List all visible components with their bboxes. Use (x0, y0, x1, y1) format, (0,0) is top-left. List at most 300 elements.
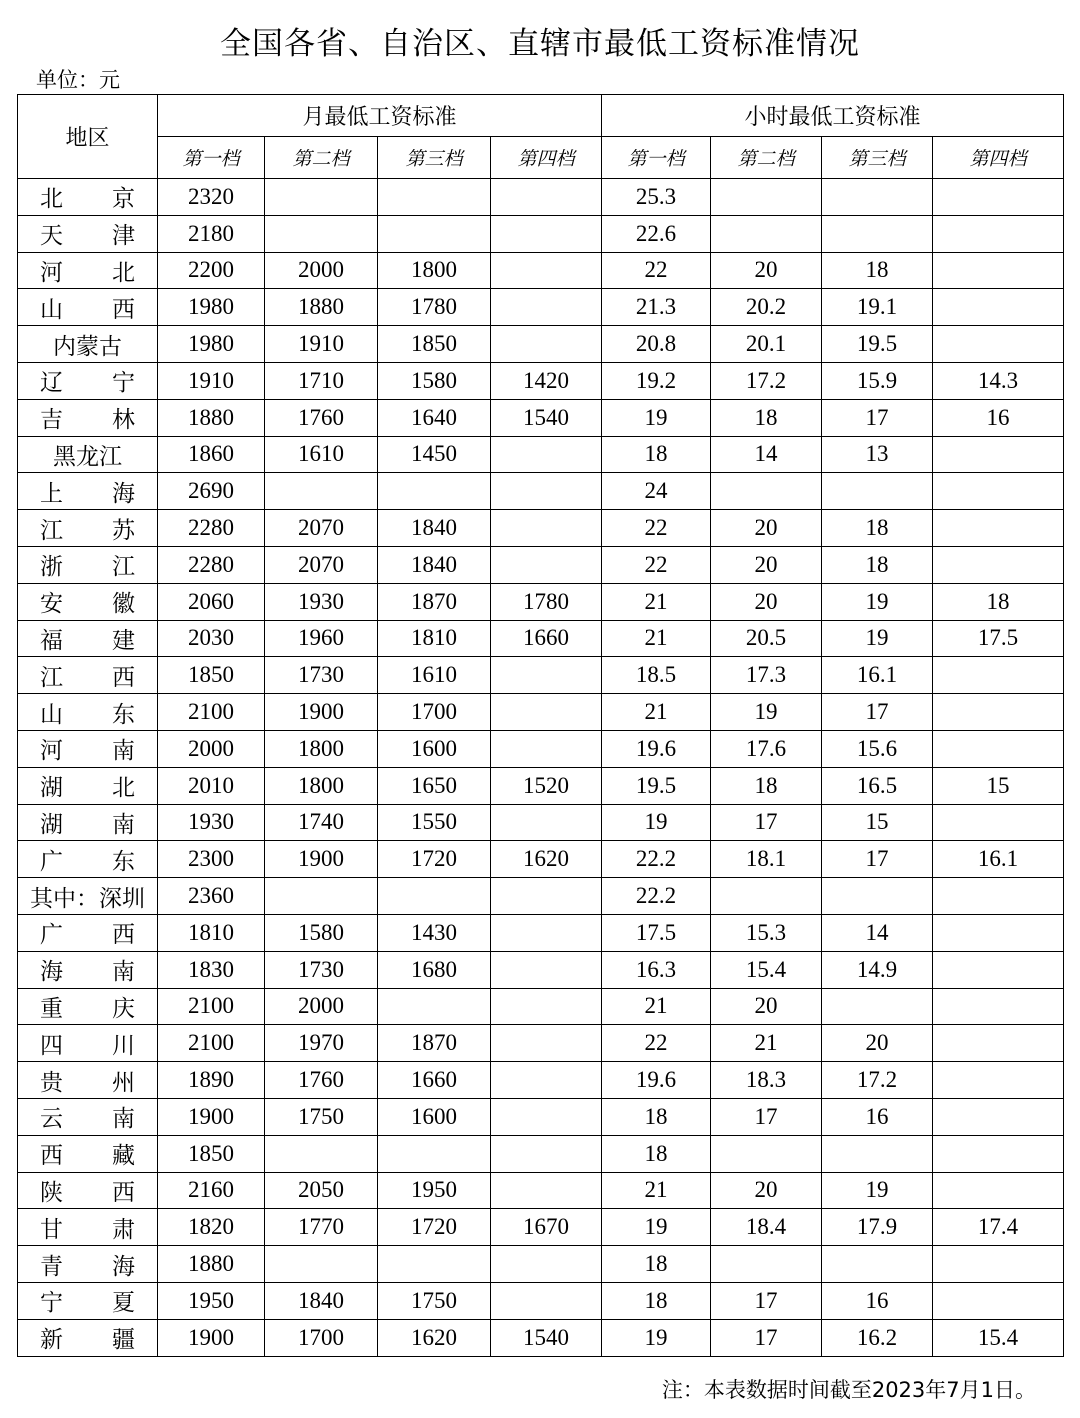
hourly-tier-4-cell (933, 1246, 1064, 1283)
table-row (18, 1135, 1064, 1172)
hourly-tier-1-cell: 22.6 (602, 215, 711, 252)
monthly-tier-4-cell (491, 510, 602, 547)
monthly-tier-1-cell: 1880 (158, 399, 265, 436)
hourly-tier-1-cell: 18 (602, 1246, 711, 1283)
table-row (18, 730, 1064, 767)
monthly-tier-1-cell: 2360 (158, 878, 265, 915)
region-cell (18, 767, 158, 804)
table-row (18, 878, 1064, 915)
monthly-tier-4-cell: 1520 (491, 767, 602, 804)
monthly-tier-1-cell: 1830 (158, 951, 265, 988)
region-char: 北 (112, 259, 135, 286)
monthly-tier-3-cell: 1870 (378, 583, 491, 620)
region-char: 广 (40, 922, 63, 949)
hourly-tier-2-cell (711, 215, 822, 252)
hourly-tier-2-cell: 19 (711, 694, 822, 731)
region-char: 安 (40, 591, 63, 618)
monthly-tier-1-cell: 2160 (158, 1172, 265, 1209)
monthly-tier-3-cell: 1780 (378, 289, 491, 326)
region-name (18, 769, 157, 802)
monthly-tier-2-cell: 2070 (265, 546, 378, 583)
monthly-tier-3-cell: 1700 (378, 694, 491, 731)
region-cell (18, 215, 158, 252)
region-name (18, 659, 157, 692)
region-name (18, 475, 157, 508)
region-cell (18, 1025, 158, 1062)
region-char: 川 (112, 1032, 135, 1059)
region-cell (18, 951, 158, 988)
monthly-header: 月最低工资标准 (158, 95, 602, 137)
monthly-tier-1-cell: 1930 (158, 804, 265, 841)
table-row (18, 252, 1064, 289)
monthly-tier-3-cell: 1660 (378, 1062, 491, 1099)
hourly-tier-3-cell: 19.5 (822, 326, 933, 363)
hourly-tier-4-cell (933, 1025, 1064, 1062)
monthly-tier-3-cell: 1640 (378, 399, 491, 436)
monthly-tier-3-cell: 1580 (378, 362, 491, 399)
hourly-tier-4-cell: 15.4 (933, 1319, 1064, 1356)
monthly-tier-3-cell (378, 1246, 491, 1283)
hourly-tier-4-cell: 14.3 (933, 362, 1064, 399)
table-row (18, 179, 1064, 216)
region-char: 南 (112, 811, 135, 838)
monthly-tier-3-cell (378, 988, 491, 1025)
region-char: 海 (112, 480, 135, 507)
hourly-tier-2-cell: 20 (711, 988, 822, 1025)
monthly-tier-4-cell: 1780 (491, 583, 602, 620)
monthly-tier-2-cell (265, 1135, 378, 1172)
region-cell (18, 1282, 158, 1319)
region-char: 林 (112, 407, 135, 434)
region-name (18, 806, 157, 839)
region-char: 夏 (112, 1290, 135, 1317)
hourly-tier-2-cell: 20 (711, 546, 822, 583)
monthly-tier-2-cell (265, 878, 378, 915)
hourly-tier-4-cell (933, 1098, 1064, 1135)
hourly-tier-4-cell (933, 914, 1064, 951)
hourly-tier-3-cell: 15.9 (822, 362, 933, 399)
region-name (18, 1100, 157, 1133)
monthly-tier-2-cell: 1770 (265, 1209, 378, 1246)
monthly-tier-4-cell (491, 694, 602, 731)
region-char: 东 (112, 848, 135, 875)
hourly-tier-4-cell (933, 804, 1064, 841)
monthly-tier-3-cell: 1610 (378, 657, 491, 694)
region-char: 海 (40, 959, 63, 986)
hourly-tier-2-cell: 18 (711, 399, 822, 436)
monthly-tier-3-cell: 1750 (378, 1282, 491, 1319)
monthly-tier-1-cell: 2320 (158, 179, 265, 216)
monthly-tier-2-cell (265, 473, 378, 510)
hourly-tier-2-cell: 18.3 (711, 1062, 822, 1099)
hourly-tier-2-cell: 17 (711, 1282, 822, 1319)
region-char: 河 (40, 738, 63, 765)
hourly-tier-3-cell: 18 (822, 546, 933, 583)
table-body (18, 179, 1064, 1357)
hourly-tier-4-cell (933, 951, 1064, 988)
monthly-tier-2-cell: 1900 (265, 694, 378, 731)
hourly-tier-3-cell: 14 (822, 914, 933, 951)
region-cell (18, 878, 158, 915)
region-char: 建 (112, 627, 135, 654)
monthly-tier-3-cell: 1800 (378, 252, 491, 289)
region-char: 东 (112, 701, 135, 728)
region-cell (18, 694, 158, 731)
monthly-tier-4-cell (491, 1025, 602, 1062)
hourly-tier-2-cell: 17.3 (711, 657, 822, 694)
monthly-tier-4-cell: 1660 (491, 620, 602, 657)
region-cell (18, 1209, 158, 1246)
monthly-tier-2-cell: 1930 (265, 583, 378, 620)
monthly-tier-1-cell: 1900 (158, 1319, 265, 1356)
hourly-tier-4-cell (933, 289, 1064, 326)
table-row (18, 510, 1064, 547)
hourly-tier-4-header: 第四档 (933, 137, 1064, 179)
monthly-tier-4-cell (491, 1098, 602, 1135)
hourly-tier-2-cell (711, 1135, 822, 1172)
table-row (18, 436, 1064, 473)
hourly-tier-2-cell: 17.6 (711, 730, 822, 767)
table-row (18, 1062, 1064, 1099)
hourly-tier-3-cell: 16.2 (822, 1319, 933, 1356)
hourly-tier-3-cell (822, 473, 933, 510)
monthly-tier-2-cell: 1760 (265, 399, 378, 436)
region-char: 贵 (40, 1069, 63, 1096)
region-char: 江 (40, 664, 63, 691)
hourly-tier-2-cell: 17.2 (711, 362, 822, 399)
hourly-tier-4-cell (933, 878, 1064, 915)
monthly-tier-2-cell: 2000 (265, 988, 378, 1025)
monthly-tier-3-cell: 1430 (378, 914, 491, 951)
monthly-tier-3-cell: 1840 (378, 546, 491, 583)
monthly-tier-1-header: 第一档 (158, 137, 265, 179)
hourly-tier-3-cell: 17.2 (822, 1062, 933, 1099)
region-char: 湖 (40, 811, 63, 838)
hourly-tier-2-cell: 17 (711, 1098, 822, 1135)
hourly-tier-4-cell: 18 (933, 583, 1064, 620)
monthly-tier-2-cell: 1800 (265, 730, 378, 767)
table-row (18, 951, 1064, 988)
hourly-tier-1-cell: 19 (602, 399, 711, 436)
region-name (18, 254, 157, 287)
region-cell (18, 326, 158, 363)
hourly-tier-1-cell: 21 (602, 620, 711, 657)
hourly-tier-3-cell: 20 (822, 1025, 933, 1062)
table-row (18, 473, 1064, 510)
table-row (18, 546, 1064, 583)
region-char: 云 (40, 1106, 63, 1133)
monthly-tier-4-cell: 1540 (491, 1319, 602, 1356)
monthly-tier-3-cell: 1680 (378, 951, 491, 988)
monthly-tier-3-cell: 1550 (378, 804, 491, 841)
hourly-tier-3-cell: 17 (822, 694, 933, 731)
region-name (18, 512, 157, 545)
region-char: 四 (40, 1032, 63, 1059)
region-name (18, 696, 157, 729)
hourly-tier-1-cell: 18 (602, 1282, 711, 1319)
hourly-tier-3-cell: 16 (822, 1282, 933, 1319)
hourly-tier-1-cell: 21 (602, 694, 711, 731)
hourly-tier-1-cell: 20.8 (602, 326, 711, 363)
table-row (18, 1098, 1064, 1135)
hourly-tier-4-cell (933, 694, 1064, 731)
hourly-tier-1-cell: 22.2 (602, 878, 711, 915)
monthly-tier-3-cell: 1810 (378, 620, 491, 657)
region-name (18, 1174, 157, 1207)
monthly-tier-1-cell: 1950 (158, 1282, 265, 1319)
hourly-tier-3-cell (822, 1246, 933, 1283)
region-cell (18, 1098, 158, 1135)
monthly-tier-2-cell (265, 179, 378, 216)
monthly-tier-4-cell (491, 878, 602, 915)
region-name (18, 1064, 157, 1097)
hourly-tier-2-cell: 18 (711, 767, 822, 804)
monthly-tier-1-cell: 1820 (158, 1209, 265, 1246)
region-cell (18, 473, 158, 510)
region-cell (18, 657, 158, 694)
monthly-tier-4-cell (491, 252, 602, 289)
page-title: 全国各省、自治区、直辖市最低工资标准情况 (220, 26, 860, 62)
monthly-tier-3-cell: 1620 (378, 1319, 491, 1356)
hourly-tier-1-cell: 18 (602, 436, 711, 473)
table-row (18, 583, 1064, 620)
table-row (18, 289, 1064, 326)
region-char: 甘 (40, 1216, 63, 1243)
region-char: 重 (40, 995, 63, 1022)
region-name (18, 1211, 157, 1244)
table-row (18, 1025, 1064, 1062)
hourly-tier-4-cell: 16.1 (933, 841, 1064, 878)
monthly-tier-4-cell (491, 1135, 602, 1172)
monthly-tier-1-cell: 1810 (158, 914, 265, 951)
hourly-tier-2-cell (711, 473, 822, 510)
monthly-tier-1-cell: 1890 (158, 1062, 265, 1099)
hourly-tier-2-cell: 20 (711, 583, 822, 620)
hourly-tier-4-cell (933, 179, 1064, 216)
hourly-tier-1-cell: 22 (602, 546, 711, 583)
monthly-tier-3-cell (378, 878, 491, 915)
region-char: 陕 (40, 1179, 63, 1206)
monthly-tier-3-cell: 1450 (378, 436, 491, 473)
hourly-tier-4-cell: 15 (933, 767, 1064, 804)
region-name (18, 1321, 157, 1354)
monthly-tier-4-cell (491, 1246, 602, 1283)
region-cell (18, 1062, 158, 1099)
monthly-tier-4-cell (491, 473, 602, 510)
table-row (18, 1319, 1064, 1356)
region-char: 南 (112, 959, 135, 986)
monthly-tier-4-cell (491, 1282, 602, 1319)
region-cell (18, 583, 158, 620)
region-char: 宁 (112, 370, 135, 397)
hourly-tier-3-cell: 16.5 (822, 767, 933, 804)
region-name (18, 364, 157, 397)
monthly-tier-3-cell: 1950 (378, 1172, 491, 1209)
monthly-tier-4-cell (491, 730, 602, 767)
region-char: 山 (40, 701, 63, 728)
hourly-tier-2-cell: 21 (711, 1025, 822, 1062)
table-row (18, 326, 1064, 363)
hourly-tier-1-cell: 19 (602, 804, 711, 841)
hourly-tier-3-header: 第三档 (822, 137, 933, 179)
hourly-tier-4-cell (933, 657, 1064, 694)
region-name (18, 217, 157, 250)
region-name (18, 990, 157, 1023)
hourly-tier-2-cell: 20.2 (711, 289, 822, 326)
monthly-tier-4-cell (491, 1172, 602, 1209)
hourly-tier-2-cell: 20.1 (711, 326, 822, 363)
region-name (18, 622, 157, 655)
monthly-tier-2-cell: 1880 (265, 289, 378, 326)
region-cell (18, 510, 158, 547)
region-name (18, 732, 157, 765)
region-cell (18, 1135, 158, 1172)
region-char: 苏 (112, 517, 135, 544)
hourly-tier-4-cell (933, 730, 1064, 767)
table-row (18, 841, 1064, 878)
region-name (18, 585, 157, 618)
hourly-tier-3-cell: 16.1 (822, 657, 933, 694)
monthly-tier-1-cell: 1980 (158, 326, 265, 363)
hourly-tier-3-cell: 17.9 (822, 1209, 933, 1246)
region-name (18, 548, 157, 581)
hourly-tier-3-cell: 18 (822, 252, 933, 289)
region-char: 海 (112, 1253, 135, 1280)
hourly-tier-3-cell: 18 (822, 510, 933, 547)
region-name (18, 291, 157, 324)
monthly-tier-4-header: 第四档 (491, 137, 602, 179)
hourly-tier-3-cell: 17 (822, 399, 933, 436)
hourly-tier-1-cell: 18.5 (602, 657, 711, 694)
monthly-tier-1-cell: 2300 (158, 841, 265, 878)
region-char: 吉 (40, 407, 63, 434)
monthly-tier-4-cell: 1620 (491, 841, 602, 878)
hourly-tier-1-cell: 21 (602, 988, 711, 1025)
monthly-tier-2-cell (265, 215, 378, 252)
region-char: 徽 (112, 591, 135, 618)
hourly-tier-3-cell: 13 (822, 436, 933, 473)
monthly-tier-2-cell: 1900 (265, 841, 378, 878)
hourly-tier-4-cell (933, 1135, 1064, 1172)
monthly-tier-2-cell: 1800 (265, 767, 378, 804)
region-cell (18, 252, 158, 289)
region-char: 上 (40, 480, 63, 507)
monthly-tier-3-cell (378, 473, 491, 510)
hourly-tier-1-cell: 24 (602, 473, 711, 510)
table-row (18, 914, 1064, 951)
region-char: 青 (40, 1253, 63, 1280)
region-char: 州 (112, 1069, 135, 1096)
hourly-tier-1-cell: 19.6 (602, 1062, 711, 1099)
monthly-tier-2-cell: 1610 (265, 436, 378, 473)
monthly-tier-3-cell: 1840 (378, 510, 491, 547)
table-row (18, 694, 1064, 731)
hourly-tier-2-header: 第二档 (711, 137, 822, 179)
table-row (18, 804, 1064, 841)
hourly-tier-2-cell: 20 (711, 1172, 822, 1209)
monthly-tier-1-cell: 1900 (158, 1098, 265, 1135)
monthly-tier-2-cell: 1760 (265, 1062, 378, 1099)
hourly-tier-1-cell: 18 (602, 1098, 711, 1135)
hourly-tier-3-cell: 17 (822, 841, 933, 878)
hourly-tier-3-cell: 19.1 (822, 289, 933, 326)
region-char: 京 (112, 186, 135, 213)
region-char: 西 (40, 1143, 63, 1170)
region-cell (18, 1246, 158, 1283)
table-row (18, 362, 1064, 399)
monthly-tier-2-cell: 1700 (265, 1319, 378, 1356)
hourly-tier-1-cell: 22 (602, 510, 711, 547)
table-row (18, 1172, 1064, 1209)
monthly-tier-3-cell (378, 179, 491, 216)
region-char: 西 (112, 296, 135, 323)
monthly-tier-1-cell: 1850 (158, 657, 265, 694)
table-row (18, 399, 1064, 436)
monthly-tier-2-cell: 1960 (265, 620, 378, 657)
region-name: 其中：深圳 (30, 885, 145, 912)
hourly-tier-3-cell: 19 (822, 1172, 933, 1209)
monthly-tier-1-cell: 2690 (158, 473, 265, 510)
table-row (18, 1209, 1064, 1246)
region-name (18, 1027, 157, 1060)
monthly-tier-4-cell (491, 289, 602, 326)
hourly-tier-4-cell (933, 1282, 1064, 1319)
table-row (18, 657, 1064, 694)
monthly-tier-4-cell (491, 988, 602, 1025)
monthly-tier-2-cell: 1740 (265, 804, 378, 841)
monthly-tier-4-cell (491, 804, 602, 841)
hourly-tier-1-cell: 21 (602, 583, 711, 620)
monthly-tier-3-cell (378, 215, 491, 252)
region-cell (18, 1172, 158, 1209)
hourly-tier-2-cell: 18.4 (711, 1209, 822, 1246)
hourly-tier-2-cell: 17 (711, 804, 822, 841)
monthly-tier-2-cell: 1730 (265, 657, 378, 694)
monthly-tier-1-cell: 2100 (158, 1025, 265, 1062)
region-char: 藏 (112, 1143, 135, 1170)
hourly-tier-2-cell: 20 (711, 252, 822, 289)
monthly-tier-1-cell: 1880 (158, 1246, 265, 1283)
monthly-tier-1-cell: 1980 (158, 289, 265, 326)
monthly-tier-3-cell: 1650 (378, 767, 491, 804)
hourly-tier-2-cell (711, 179, 822, 216)
monthly-tier-3-cell: 1720 (378, 841, 491, 878)
monthly-tier-4-cell (491, 215, 602, 252)
monthly-tier-1-cell: 1850 (158, 1135, 265, 1172)
region-name (18, 180, 157, 213)
hourly-tier-4-cell (933, 1062, 1064, 1099)
monthly-tier-1-cell: 2280 (158, 510, 265, 547)
table-row (18, 767, 1064, 804)
monthly-tier-4-cell (491, 914, 602, 951)
monthly-tier-2-cell: 1970 (265, 1025, 378, 1062)
monthly-tier-2-cell: 1580 (265, 914, 378, 951)
region-cell (18, 804, 158, 841)
region-char: 河 (40, 259, 63, 286)
hourly-tier-3-cell (822, 215, 933, 252)
hourly-tier-2-cell: 15.4 (711, 951, 822, 988)
hourly-tier-4-cell (933, 252, 1064, 289)
monthly-tier-2-cell: 2000 (265, 252, 378, 289)
region-cell (18, 179, 158, 216)
monthly-tier-3-cell: 1720 (378, 1209, 491, 1246)
monthly-tier-2-cell: 1840 (265, 1282, 378, 1319)
hourly-tier-3-cell: 16 (822, 1098, 933, 1135)
region-char: 西 (112, 664, 135, 691)
region-cell (18, 1319, 158, 1356)
hourly-tier-2-cell: 15.3 (711, 914, 822, 951)
hourly-tier-3-cell (822, 1135, 933, 1172)
